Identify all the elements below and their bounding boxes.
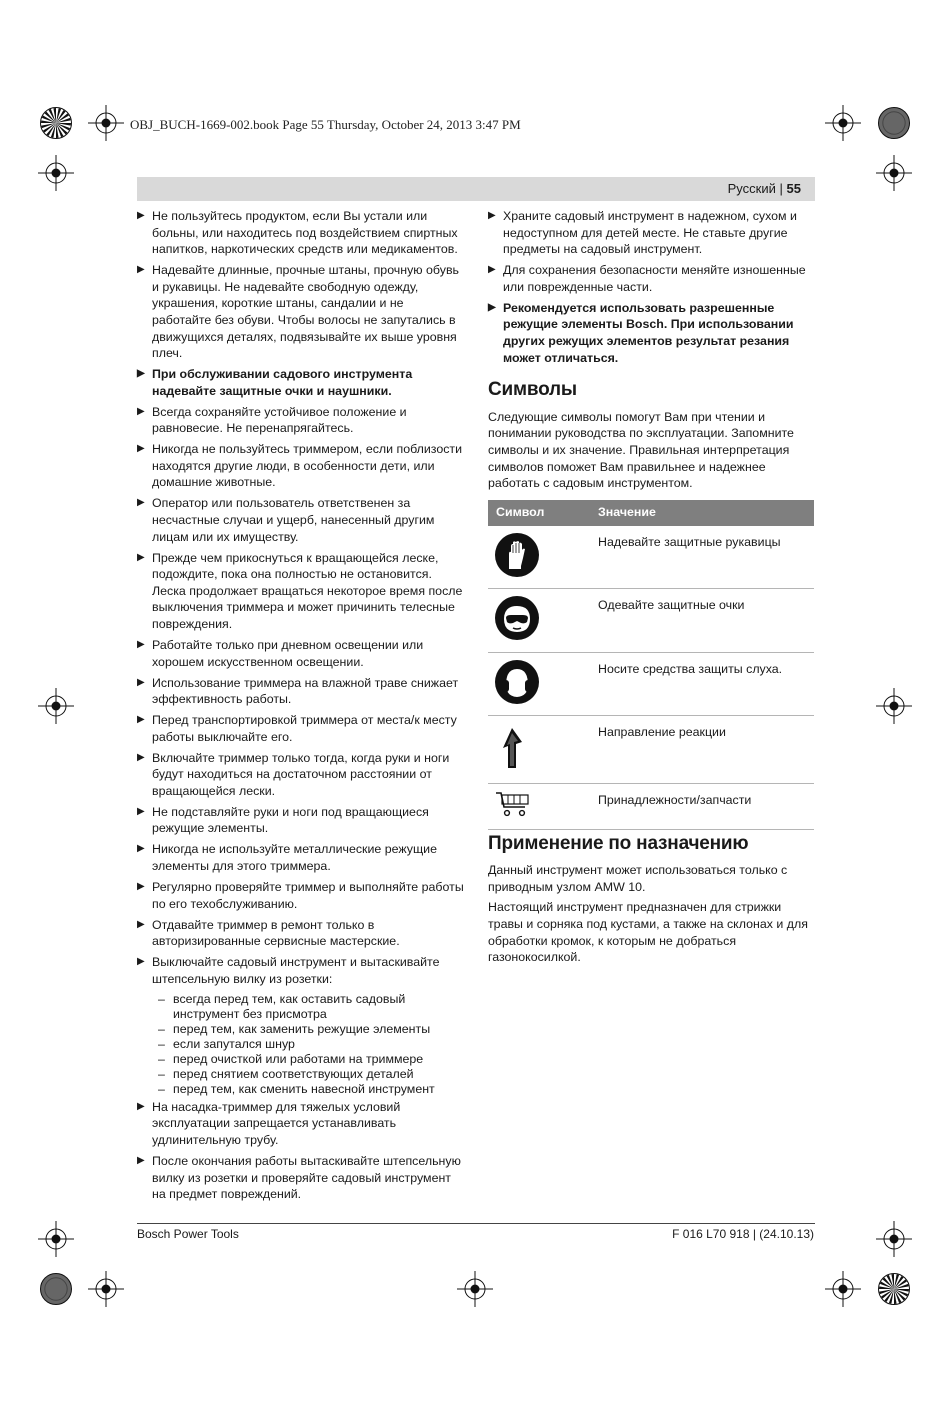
- crosshair-mark-icon: [86, 1269, 126, 1309]
- list-item: [137, 841, 465, 874]
- starburst-registration-icon: [878, 1273, 910, 1305]
- bullet-marker: ▶: [137, 676, 145, 688]
- symbol-column-header: Символ: [488, 500, 590, 526]
- page-number: 55: [786, 181, 801, 196]
- right-column: [488, 208, 816, 970]
- crosshair-mark-icon: [874, 153, 914, 193]
- meaning-column-header: Значение: [590, 500, 814, 526]
- sub-list-item: [137, 1022, 465, 1037]
- bullet-marker: ▶: [137, 443, 145, 455]
- list-item: [137, 495, 465, 545]
- sub-list-item: [137, 1067, 465, 1082]
- dash-marker: –: [158, 1066, 165, 1081]
- list-item: [137, 879, 465, 912]
- bullet-marker: ▶: [137, 805, 145, 817]
- footer-doc-number: F 016 L70 918 | (24.10.13): [672, 1227, 814, 1241]
- intended-use-paragraph: Данный инструмент может использоваться только с приводным узлом AMW 10.: [488, 863, 788, 894]
- bullet-marker: ▶: [488, 264, 496, 276]
- list-item-text: Включайте триммер только тогда, когда руки и ноги будут находиться на достаточном расстоянии от вращающейся лески.: [152, 750, 450, 798]
- footer-rule: [137, 1223, 815, 1224]
- list-item-text: Использование триммера на влажной траве снижает эффективность работы.: [152, 675, 459, 707]
- list-item-text: Храните садовый инструмент в надежном, сухом и недоступном для детей месте. Не ставьте другие предметы на садовый инструмент.: [503, 209, 797, 257]
- crosshair-mark-icon: [36, 686, 76, 726]
- dash-marker: –: [158, 1081, 165, 1096]
- bullet-marker: ▶: [137, 1100, 145, 1112]
- sub-list-item: [137, 992, 465, 1022]
- list-item-text: Рекомендуется использовать разрешенные режущие элементы Bosch. При использовании других режущих элементов результат резания может отличаться.: [503, 300, 794, 365]
- footer-brand: Bosch Power Tools: [137, 1227, 239, 1241]
- unplug-situations-list: [137, 992, 465, 1097]
- bullet-marker: ▶: [137, 264, 145, 276]
- bullet-marker: ▶: [137, 714, 145, 726]
- list-item-text: Регулярно проверяйте триммер и выполняйте работы по его техобслуживанию.: [152, 880, 464, 911]
- list-item-text: Никогда не используйте металлические режущие элементы для этого триммера.: [152, 842, 437, 874]
- crosshair-mark-icon: [874, 1219, 914, 1259]
- bullet-marker: ▶: [137, 751, 145, 763]
- list-item: [137, 637, 465, 670]
- sub-list-item-text: перед тем, как сменить навесной инструмент: [173, 1081, 435, 1096]
- crosshair-mark-icon: [823, 1269, 863, 1309]
- gray-registration-disc-icon: [40, 1273, 72, 1305]
- sub-list-item-text: перед тем, как заменить режущие элементы: [173, 1021, 431, 1036]
- shopping-cart-icon: [494, 790, 534, 818]
- header-language: Русский: [727, 181, 776, 196]
- safety-list-b: [137, 1099, 465, 1203]
- list-item-text: Выключайте садовый инструмент и вытаскивайте штепсельную вилку из розетки:: [152, 955, 440, 986]
- list-item: [137, 712, 465, 745]
- list-item-text: Не пользуйтесь продуктом, если Вы устали или больны, или находитесь под воздействием спиртных напитков, наркотических средств или медикаментов.: [152, 209, 458, 257]
- bullet-marker: ▶: [137, 843, 145, 855]
- symbols-intro: Следующие символы помогут Вам при чтении и понимании руководства по эксплуатации. Запомните символы и их значение. Правильная интерпретация символов поможет Вам правильнее и надежнее работать с садовым инструментом.: [488, 409, 794, 491]
- crosshair-mark-icon: [823, 103, 863, 143]
- sub-list-item: [137, 1052, 465, 1067]
- list-item-text: Оператор или пользователь ответственен за несчастные случаи и ущерб, нанесенный другим лицам или их имуществу.: [152, 496, 435, 544]
- intended-use-paragraph: Настоящий инструмент предназначен для стрижки травы и сорняка под кустами, а также на склонах и для обработки кромок, к которым не добраться газонокосилкой.: [488, 900, 808, 965]
- list-item: [137, 208, 465, 258]
- sub-list-item: [137, 1037, 465, 1052]
- table-row: [488, 652, 814, 716]
- list-item-text: На насадка-триммер для тяжелых условий эксплуатации запрещается устанавливать удлинительную трубу.: [152, 1099, 401, 1147]
- list-item-text: Отдавайте триммер в ремонт только в авторизированные сервисные мастерские.: [152, 917, 400, 949]
- list-item: [137, 550, 465, 633]
- list-item: [488, 262, 816, 295]
- dash-marker: –: [158, 991, 165, 1006]
- ear-protection-icon: [494, 659, 540, 705]
- header-separator: |: [779, 181, 783, 196]
- crosshair-mark-icon: [86, 103, 126, 143]
- safety-glasses-icon: [494, 595, 540, 641]
- bullet-marker: ▶: [488, 301, 496, 313]
- symbol-meaning: Принадлежности/запчасти: [590, 784, 814, 830]
- symbol-meaning: Одевайте защитные очки: [590, 589, 814, 653]
- list-item: [137, 917, 465, 950]
- sub-list-item: [137, 1082, 465, 1097]
- list-item-text: Всегда сохраняйте устойчивое положение и равновесие. Не перенапрягайтесь.: [152, 404, 407, 436]
- symbols-table: [488, 500, 814, 830]
- dash-marker: –: [158, 1036, 165, 1051]
- bullet-marker: ▶: [137, 551, 145, 563]
- gray-registration-disc-icon: [878, 107, 910, 139]
- list-item: [137, 404, 465, 437]
- table-row: [488, 589, 814, 653]
- bullet-marker: ▶: [137, 210, 145, 221]
- list-item: [137, 441, 465, 491]
- list-item: [137, 675, 465, 708]
- bullet-marker: ▶: [137, 1154, 145, 1166]
- sub-list-item-text: если запутался шнур: [173, 1036, 295, 1051]
- starburst-registration-icon: [40, 107, 72, 139]
- list-item-text: Не подставляйте руки и ноги под вращающиеся режущие элементы.: [152, 804, 429, 836]
- bullet-marker: ▶: [137, 638, 145, 650]
- list-item: [488, 208, 816, 258]
- list-item: [137, 804, 465, 837]
- print-slug: OBJ_BUCH-1669-002.book Page 55 Thursday, October 24, 2013 3:47 PM: [130, 117, 521, 132]
- intended-use-heading: Применение по назначению: [488, 832, 749, 854]
- list-item: [137, 954, 465, 987]
- bullet-marker: ▶: [137, 956, 145, 968]
- list-item-text: Никогда не пользуйтесь триммером, если поблизости находятся другие люди, в особенности дети, или домашние животные.: [152, 442, 463, 490]
- bullet-marker: ▶: [137, 405, 145, 417]
- dash-marker: –: [158, 1021, 165, 1036]
- list-item-text: После окончания работы вытаскивайте штепсельную вилку из розетки и проверяйте садовый инструмент на предмет повреждений.: [152, 1153, 461, 1202]
- list-item: [137, 1153, 465, 1203]
- list-item-text: Прежде чем прикоснуться к вращающейся леске, подождите, пока она полностью не остановится. Леска продолжает вращаться некоторое время после выключения триммера и может причинить телесные повреждения.: [152, 550, 463, 631]
- symbol-meaning: Носите средства защиты слуха.: [590, 652, 814, 716]
- list-item-text: Перед транспортировкой триммера от места/к месту работы выключайте его.: [152, 713, 457, 744]
- symbol-meaning: Направление реакции: [590, 716, 814, 784]
- list-item: [137, 262, 465, 362]
- safety-list-c: [488, 208, 816, 366]
- dash-marker: –: [158, 1051, 165, 1066]
- table-row: [488, 784, 814, 830]
- sub-list-item-text: перед снятием соответствующих деталей: [173, 1066, 414, 1081]
- crosshair-mark-icon: [874, 686, 914, 726]
- symbol-meaning: Надевайте защитные рукавицы: [590, 526, 814, 589]
- gloves-icon: [494, 532, 540, 578]
- bullet-marker: ▶: [137, 368, 145, 380]
- list-item: [488, 300, 816, 366]
- safety-list-a: [137, 208, 465, 987]
- list-item: [137, 366, 465, 399]
- table-row: [488, 716, 814, 784]
- symbols-heading: Символы: [488, 379, 577, 401]
- sub-list-item-text: всегда перед тем, как оставить садовый инструмент без присмотра: [173, 991, 406, 1021]
- crosshair-mark-icon: [36, 153, 76, 193]
- reaction-arrow-icon: [494, 722, 540, 772]
- left-column: [137, 208, 465, 1207]
- bullet-marker: ▶: [137, 918, 145, 930]
- list-item-text: При обслуживании садового инструмента надевайте защитные очки и наушники.: [152, 367, 413, 398]
- list-item: [137, 1099, 465, 1149]
- list-item-text: Работайте только при дневном освещении или хорошем искусственном освещении.: [152, 637, 424, 669]
- crosshair-mark-icon: [455, 1269, 495, 1309]
- list-item-text: Для сохранения безопасности меняйте изношенные или поврежденные части.: [503, 263, 806, 294]
- bullet-marker: ▶: [137, 881, 145, 893]
- bullet-marker: ▶: [137, 497, 145, 509]
- page-header: [137, 177, 815, 201]
- crosshair-mark-icon: [36, 1219, 76, 1259]
- list-item-text: Надевайте длинные, прочные штаны, прочную обувь и рукавицы. Не надевайте свободную одежду, украшения, короткие штаны, сандалии и не работайте без обуви. Чтобы волосы не запутались в движущихся деталях, подвязывайте их выше уровня плеч.: [152, 263, 459, 361]
- bullet-marker: ▶: [488, 210, 496, 221]
- list-item: [137, 750, 465, 800]
- table-row: [488, 526, 814, 589]
- sub-list-item-text: перед очисткой или работами на триммере: [173, 1051, 424, 1066]
